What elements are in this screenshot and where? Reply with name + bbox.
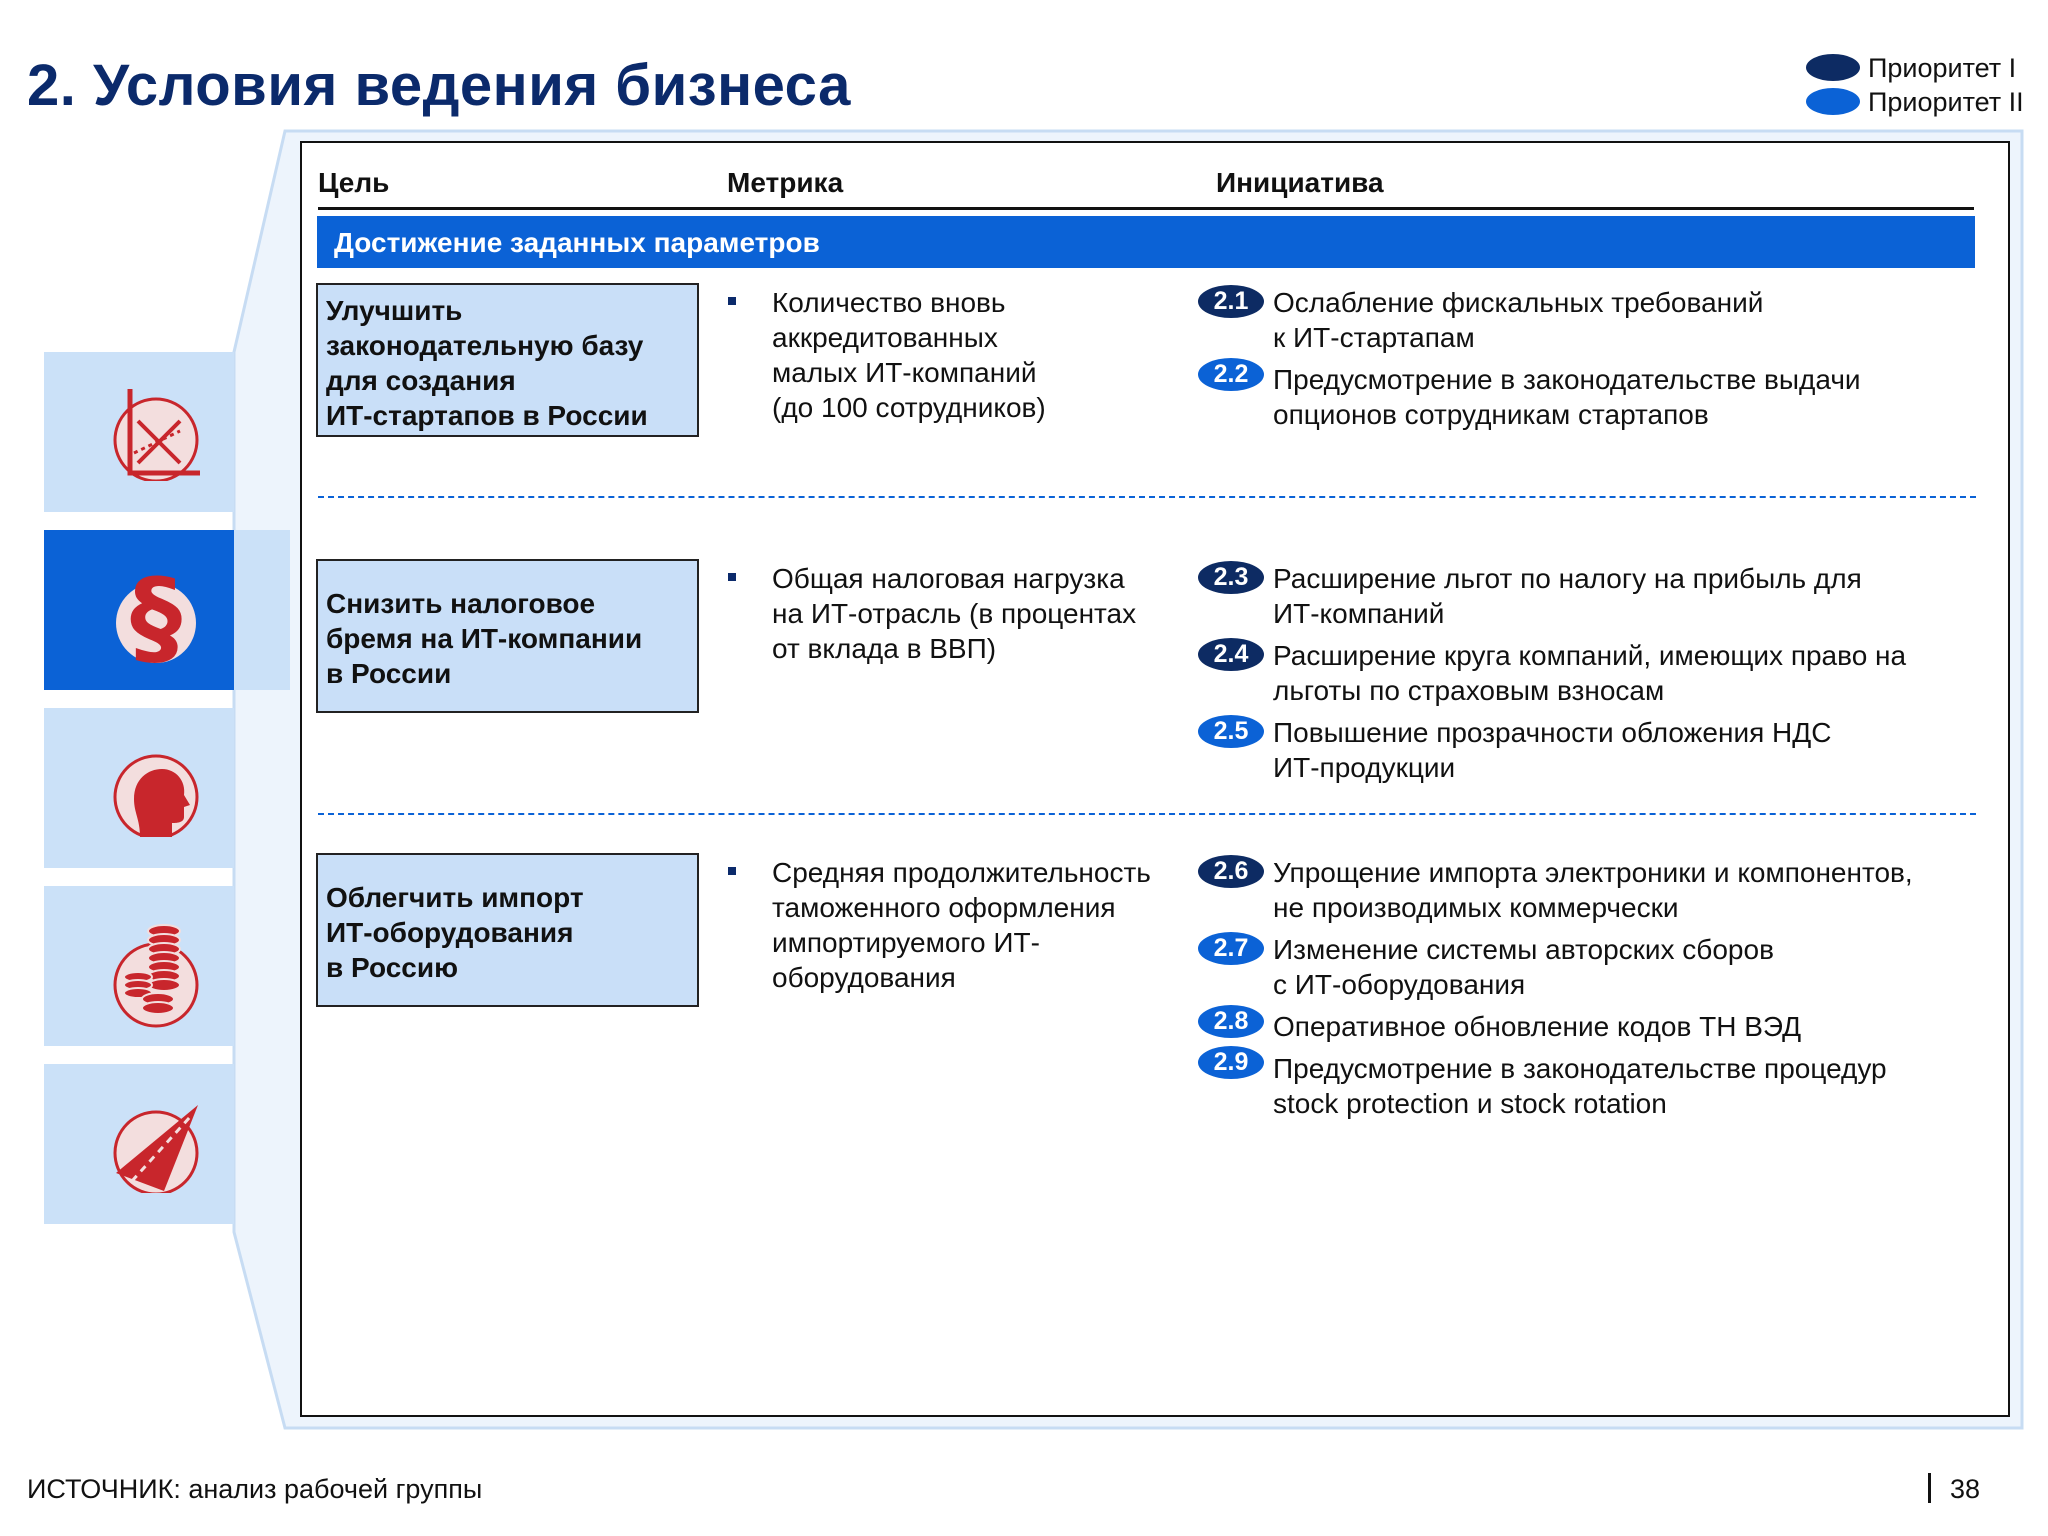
legend-label: Приоритет II bbox=[1868, 87, 2024, 117]
paragraph-law-icon bbox=[110, 561, 202, 665]
footer-divider bbox=[1928, 1473, 1931, 1503]
initiative-badge: 2.8 bbox=[1198, 1005, 1264, 1038]
metric-text: Средняя продолжительность таможенного оформления импортируемого ИТ- оборудования bbox=[772, 857, 1151, 993]
header-metric: Метрика bbox=[727, 167, 844, 198]
section-title: Достижение заданных параметров bbox=[334, 227, 820, 258]
chart-crossed-icon bbox=[110, 383, 202, 481]
head-profile-icon bbox=[110, 739, 202, 837]
initiative-badge: 2.6 bbox=[1198, 855, 1264, 888]
goal-box bbox=[316, 853, 699, 1007]
goal-text-line: Улучшить bbox=[326, 295, 463, 326]
initiative-text: Предусмотрение в законодательстве процедур stock protection и stock rotation bbox=[1273, 1053, 1887, 1119]
section-bar bbox=[317, 216, 1975, 268]
goal-text-line: бремя на ИТ-компании bbox=[326, 623, 643, 654]
initiative-text: Упрощение импорта электроники и компонентов, не производимых коммерчески bbox=[1273, 857, 1913, 923]
coin-stacks-icon bbox=[110, 917, 202, 1029]
bullet-icon bbox=[728, 297, 736, 305]
initiative-badge: 2.2 bbox=[1198, 358, 1264, 391]
goal-text-line: ИТ-стартапов в России bbox=[326, 400, 648, 431]
svg-text:§: § bbox=[130, 561, 182, 665]
source-note: ИСТОЧНИК: анализ рабочей группы bbox=[27, 1474, 483, 1504]
goal-text-line: ИТ-оборудования bbox=[326, 917, 574, 948]
legend-label: Приоритет I bbox=[1868, 53, 2017, 83]
initiative-badge: 2.7 bbox=[1198, 932, 1264, 965]
initiative-text: Расширение льгот по налогу на прибыль для ИТ-компаний bbox=[1273, 563, 1862, 629]
goal-box bbox=[316, 283, 699, 437]
category-tile-finance[interactable] bbox=[44, 886, 234, 1046]
initiatives-table bbox=[300, 141, 2010, 1417]
goal-box bbox=[316, 559, 699, 713]
initiative-text: Ослабление фискальных требований к ИТ-стартапам bbox=[1273, 287, 1764, 353]
initiative-badge: 2.4 bbox=[1198, 638, 1264, 671]
category-tile-people[interactable] bbox=[44, 708, 234, 868]
category-tile-law[interactable] bbox=[44, 530, 234, 690]
goal-text-line: в Россию bbox=[326, 952, 458, 983]
metric-text: Количество вновь аккредитованных малых ИТ-компаний (до 100 сотрудников) bbox=[772, 287, 1046, 423]
header-goal: Цель bbox=[318, 167, 390, 198]
initiative-text: Повышение прозрачности обложения НДС ИТ-продукции bbox=[1273, 717, 1832, 783]
initiative-badge: 2.3 bbox=[1198, 561, 1264, 594]
bullet-icon bbox=[728, 573, 736, 581]
goal-text-line: законодательную базу bbox=[326, 330, 644, 361]
row-divider bbox=[318, 813, 1976, 815]
category-tile-infrastructure[interactable] bbox=[44, 1064, 234, 1224]
header-divider bbox=[318, 207, 1974, 210]
header-initiative: Инициатива bbox=[1216, 167, 1384, 198]
page-title: 2. Условия ведения бизнеса bbox=[27, 53, 851, 118]
goal-text-line: в России bbox=[326, 658, 452, 689]
category-sidebar bbox=[44, 352, 234, 1232]
initiative-text: Оперативное обновление кодов ТН ВЭД bbox=[1273, 1011, 1802, 1042]
road-icon bbox=[110, 1095, 202, 1193]
page-number: 38 bbox=[1950, 1474, 1981, 1504]
initiative-text: Расширение круга компаний, имеющих право на льготы по страховым взносам bbox=[1273, 640, 1907, 706]
initiative-text: Изменение системы авторских сборов с ИТ-оборудования bbox=[1273, 934, 1774, 1000]
goal-text-line: Снизить налоговое bbox=[326, 588, 596, 619]
row-divider bbox=[318, 496, 1976, 498]
bullet-icon bbox=[728, 867, 736, 875]
goal-text-line: Облегчить импорт bbox=[326, 882, 584, 913]
initiative-badge: 2.9 bbox=[1198, 1046, 1264, 1079]
initiative-text: Предусмотрение в законодательстве выдачи опционов сотрудникам стартапов bbox=[1273, 364, 1861, 430]
initiative-badge: 2.1 bbox=[1198, 285, 1264, 318]
category-tile-economy[interactable] bbox=[44, 352, 234, 512]
goal-text-line: для создания bbox=[326, 365, 516, 396]
metric-text: Общая налоговая нагрузка на ИТ-отрасль (в процентах от вклада в ВВП) bbox=[772, 563, 1137, 664]
initiative-badge: 2.5 bbox=[1198, 715, 1264, 748]
